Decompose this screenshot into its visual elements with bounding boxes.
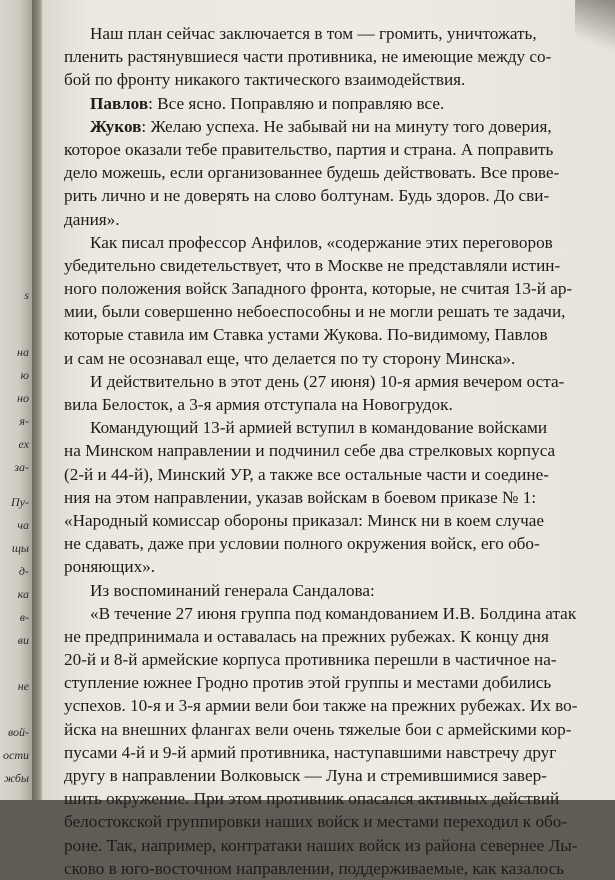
line-text: которые ставила им Ставка устами Жукова. По-видимому, Павлов: [64, 325, 548, 345]
text-line: [64, 161, 592, 184]
text-line: [64, 625, 592, 648]
adjacent-page-fragment: жбы: [3, 771, 29, 785]
body-text: [64, 22, 592, 880]
line-text: убедительно свидетельствует, что в Москве не представляли истин-: [64, 255, 561, 275]
line-text: роняющих».: [64, 557, 156, 577]
line-text: и сам не осознавал еще, что делается по ту сторону Минска».: [64, 348, 516, 368]
book-page: [42, 0, 615, 878]
line-text: сково в юго-восточном направлении, поддерживаемые, как казалось: [64, 858, 565, 878]
text-line: [64, 300, 592, 323]
line-text: «В течение 27 июня группа под командованием И.В. Болдина атак: [90, 603, 577, 623]
line-text: успехов. 10-я и 3-я армии вели бои также на прежних рубежах. Их во-: [64, 696, 578, 716]
adjacent-page-fragment: не: [17, 679, 29, 693]
text-line: [64, 486, 592, 509]
text-line: [64, 184, 592, 207]
text-line: [64, 439, 592, 462]
text-line: [64, 92, 592, 115]
line-text: дания».: [64, 209, 120, 229]
text-line: [64, 648, 592, 671]
adjacent-page-fragment: на: [17, 345, 29, 359]
text-line: [64, 22, 592, 45]
text-line: [64, 694, 592, 717]
text-line: [64, 671, 592, 694]
text-line: [64, 579, 592, 602]
line-text: шить окружение. При этом противник опасался активных действий: [64, 789, 560, 809]
text-line: [64, 138, 592, 161]
text-line: [64, 231, 592, 254]
adjacent-page-fragment: ча: [17, 518, 29, 532]
text-line: [64, 463, 592, 486]
line-text: не предпринимала и оставалась на прежних рубежах. К концу дня: [64, 626, 549, 646]
line-text: ния на этом направлении, указав войскам в боевом приказе № 1:: [64, 487, 537, 507]
text-line: [64, 509, 592, 532]
text-line: [64, 68, 592, 91]
line-text: другу в направлении Волковыск — Луна и стремившимися завер-: [64, 766, 547, 785]
text-line: [64, 857, 592, 880]
text-line: [64, 115, 592, 138]
adjacent-page-fragment: ю: [20, 368, 29, 382]
speaker-name: Павлов: [90, 93, 149, 113]
text-line: [64, 393, 592, 416]
adjacent-page-fragment: щы: [11, 541, 29, 555]
line-text: пленить растянувшиеся части противника, не имеющие между со-: [64, 47, 552, 67]
adjacent-page-fragment: Пу-: [11, 495, 29, 509]
text-line: [64, 718, 592, 741]
line-text: йска на внешних флангах вели очень тяжелые бои с армейскими кор-: [64, 719, 572, 739]
line-text: на Минском направлении и подчинил себе два стрелковых корпуса: [64, 441, 556, 461]
text-line: [64, 741, 592, 764]
line-text: Из воспоминаний генерала Сандалова:: [90, 580, 375, 600]
text-line: [64, 810, 592, 833]
text-line: [64, 764, 592, 787]
adjacent-page-fragment: ви: [17, 633, 29, 647]
text-line: [64, 555, 592, 578]
adjacent-page-fragment: я-: [19, 414, 29, 428]
text-line: [64, 347, 592, 370]
line-text: белостокской группировки наших войск и местами переходил к обо-: [64, 812, 568, 832]
line-text: (2-й и 44-й), Минский УР, а также все остальные части и соедине-: [64, 464, 549, 484]
line-text: : Все ясно. Поправляю и поправляю все.: [148, 93, 445, 113]
line-text: не сдавать, даже при условии полного окружения войск, его обо-: [64, 534, 540, 554]
line-text: рить лично и не доверять на слово болтунам. Будь здоров. До сви-: [64, 186, 550, 206]
adjacent-page-fragment: ка: [17, 587, 29, 601]
adjacent-page-fragment: ости: [3, 748, 29, 762]
line-text: пусами 4-й и 9-й армий противника, наступавшими навстречу друг: [64, 742, 557, 762]
adjacent-page-fragment: вой-: [7, 725, 29, 739]
line-text: И действительно в этот день (27 июня) 10-я армия вечером оста-: [90, 371, 565, 391]
line-text: : Желаю успеха. Не забывай ни на минуту того доверия,: [141, 116, 552, 136]
line-text: бой по фронту никакого тактического взаимодействия.: [64, 70, 466, 90]
line-text: мии, были совершенно небоеспособны и не могли решать те задачи,: [64, 302, 566, 322]
adjacent-page-fragment: s: [24, 288, 29, 302]
line-text: дело можешь, если организованнее будешь действовать. Все прове-: [64, 163, 560, 183]
line-text: которое оказали тебе правительство, партия и страна. А поправить: [64, 139, 554, 159]
adjacent-page-fragment: д-: [18, 564, 29, 578]
text-line: [64, 532, 592, 555]
adjacent-page-fragment: за-: [14, 460, 29, 474]
line-text: вила Белосток, а 3-я армия отступала на Новогрудок.: [64, 395, 453, 414]
adjacent-page-edge: [0, 0, 32, 800]
speaker-name: Жуков: [90, 116, 142, 136]
adjacent-page-fragment: в-: [19, 610, 29, 624]
book-gutter: [32, 0, 42, 800]
text-line: [64, 416, 592, 439]
text-line: [64, 370, 592, 393]
line-text: ступление южнее Гродно против этой группы и местами добились: [64, 673, 552, 693]
line-text: Как писал профессор Анфилов, «содержание этих переговоров: [90, 232, 553, 252]
line-text: Наш план сейчас заключается в том — громить, уничтожать,: [90, 24, 537, 43]
text-line: [64, 323, 592, 346]
adjacent-page-fragment: но: [17, 391, 29, 405]
text-line: [64, 277, 592, 300]
line-text: роне. Так, например, контратаки наших войск из района севернее Лы-: [64, 835, 578, 855]
text-line: [64, 602, 592, 625]
text-line: [64, 787, 592, 810]
text-line: [64, 834, 592, 857]
text-line: [64, 208, 592, 231]
line-text: 20-й и 8-й армейские корпуса противника перешли в частичное на-: [64, 650, 557, 670]
line-text: «Народный комиссар обороны приказал: Минск ни в коем случае: [64, 510, 545, 530]
line-text: ного положения войск Западного фронта, которые, не считая 13-й ар-: [64, 279, 573, 299]
adjacent-page-fragment: ех: [18, 437, 29, 451]
line-text: Командующий 13-й армией вступил в командование войсками: [90, 418, 548, 438]
text-line: [64, 254, 592, 277]
text-line: [64, 45, 592, 68]
